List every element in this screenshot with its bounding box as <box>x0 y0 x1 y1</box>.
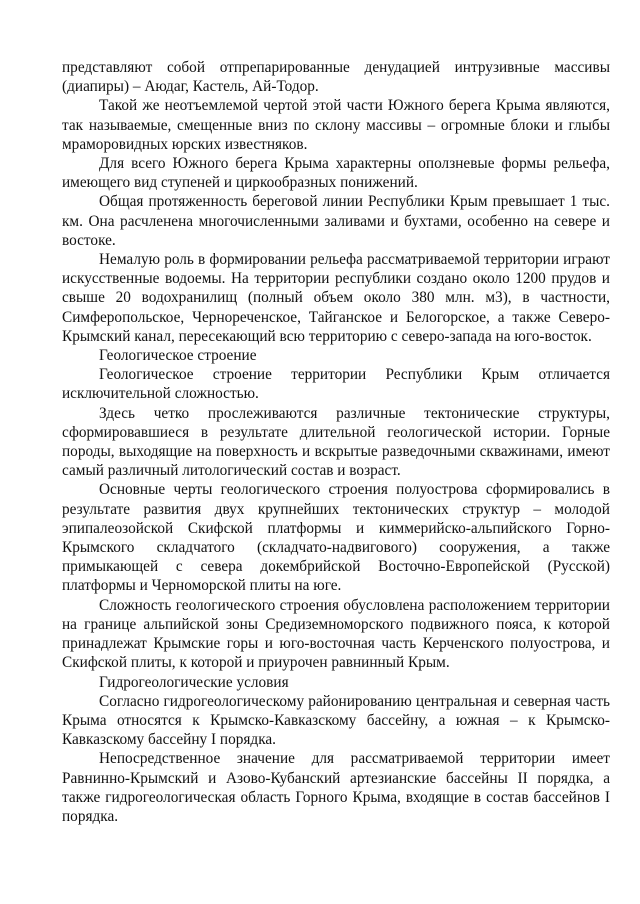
paragraph-continuation: представляют собой отпрепарированные денудацией интрузивные массивы (диапиры) – Аюдаг, Кастель, Ай-Тодор. <box>62 59 610 96</box>
paragraph-coastline-length: Общая протяженность береговой линии Республики Крым превышает 1 тыс. км. Она расчленена многочисленными заливами и бухтами, особенно на севере и востоке. <box>62 193 610 249</box>
paragraph-artesian-basins: Непосредственное значение для рассматриваемой территории имеет Равнинно-Крымский и Азово-Кубанский артезианские бассейны II порядка, а также гидрогеологическая область Горного Крыма, входящие в состав бассейнов I порядка. <box>62 750 610 825</box>
paragraph-main-features: Основные черты геологического строения полуострова сформировались в результате развития двух крупнейших тектонических структур – молодой эпипалеозойской Скифской платформы и киммерийско-альпийского Горно-Крымского складчатого (складчато-надвигового) сооружения, а также примыкающей с севера докембрийской Восточно-Европейской (Русской) платформы и Черноморской плиты на юге. <box>62 481 610 595</box>
section-heading-hydrogeology: Гидрогеологические условия <box>99 673 289 691</box>
paragraph-landslide-forms: Для всего Южного берега Крыма характерны оползневые формы рельефа, имеющего вид ступеней и циркообразных понижений. <box>62 155 610 192</box>
paragraph-reservoirs: Немалую роль в формировании рельефа рассматриваемой территории играют искусственные водоемы. На территории республики создано около 1200 прудов и свыше 20 водохранилищ (полный объем около 380 млн. м3), в частности, Симферопольское, Чернореченское, Тайганское и Белогорское, а также Северо-Крымский канал, пересекающий всю территорию с северо-запада на юго-восток. <box>62 251 610 345</box>
paragraph-geology-complexity: Геологическое строение территории Республики Крым отличается исключительной сложностью. <box>62 366 610 403</box>
section-heading-geology: Геологическое строение <box>99 347 257 365</box>
paragraph-geology-location: Сложность геологического строения обусловлена расположением территории на границе альпийской зоны Средиземноморского подвижного пояса, к которой принадлежат Крымские горы и юго-восточная часть Керченского полуострова, и Скифской плиты, к которой и приурочен равнинный Крым. <box>62 596 610 672</box>
document-page <box>62 58 610 826</box>
paragraph-southern-coast-blocks: Такой же неотъемлемой чертой этой части Южного берега Крыма являются, так называемые, смещенные вниз по склону массивы – огромные блоки и глыбы мраморовидных юрских известняков. <box>62 97 610 153</box>
paragraph-tectonic-structures: Здесь четко прослеживаются различные тектонические структуры, сформировавшиеся в результате длительной геологической истории. Горные породы, выходящие на поверхность и вскрытые разведочными скважинами, имеют самый различный литологический состав и возраст. <box>62 404 610 480</box>
paragraph-hydrogeological-zoning: Согласно гидрогеологическому районированию центральная и северная часть Крыма относятся к Крымско-Кавказскому бассейну, а южная – к Крымско-Кавказскому бассейну I порядка. <box>62 692 610 749</box>
